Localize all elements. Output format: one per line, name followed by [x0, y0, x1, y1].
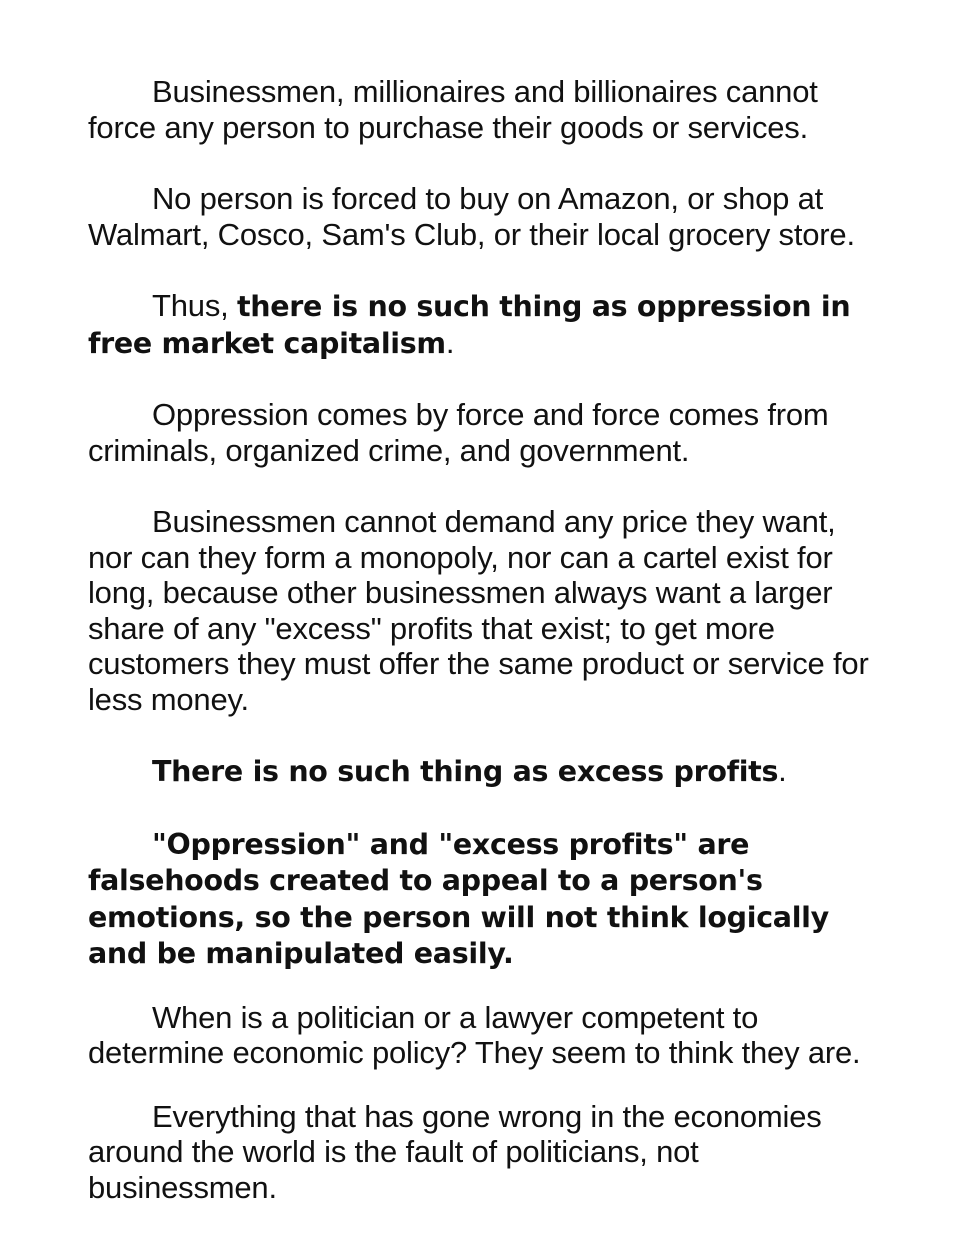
bold-statement-falsehoods: "Oppression" and "excess profits" are falsehoods created to appeal to a person's emotions, so the person will not think logically and be manipulated easily. [88, 827, 829, 970]
paragraph-trailing-period: . [445, 324, 455, 360]
paragraph-lead-text: Thus, [152, 288, 237, 323]
paragraph-businessmen-cannot-force: Businessmen, millionaires and billionaires cannot force any person to purchase their goods or services. [88, 74, 818, 145]
paragraph-politician-lawyer: When is a politician or a lawyer competent to determine economic policy? They seem to think they are. [88, 999, 861, 1070]
paragraph-price-monopoly: Businessmen cannot demand any price they want, nor can they form a monopoly, nor can a cartel exist for long, because other businessmen always want a larger share of any "excess" profits that exist; to get more customers they must offer the same product or service for less money. [88, 504, 869, 717]
paragraph-no-excess-profits [88, 753, 878, 790]
bold-statement-excess-profits: There is no such thing as excess profits [152, 755, 779, 788]
paragraph-falsehoods [88, 826, 878, 972]
paragraph-fault-of-politicians: Everything that has gone wrong in the economies around the world is the fault of politicians, not businessmen. [88, 1098, 822, 1205]
bold-statement-no-oppression: there is no such thing as oppression in free market capitalism [88, 290, 851, 360]
document-body [88, 74, 878, 1241]
paragraph-oppression-force: Oppression comes by force and force comes from criminals, organized crime, and government. [88, 397, 829, 468]
paragraph-trailing-period: . [778, 753, 787, 788]
paragraph-no-oppression [88, 288, 878, 361]
paragraph-no-person-forced: No person is forced to buy on Amazon, or shop at Walmart, Cosco, Sam's Club, or their local grocery store. [88, 181, 855, 252]
